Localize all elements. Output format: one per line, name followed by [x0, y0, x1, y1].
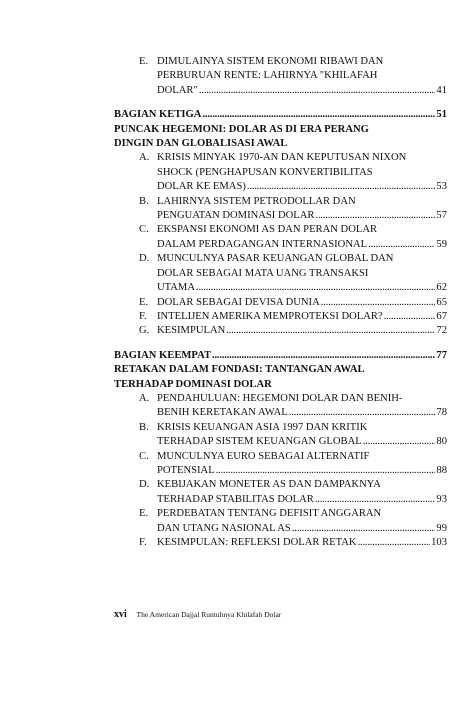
- toc-entry[interactable]: [114, 478, 447, 507]
- toc-page-number: 67: [436, 310, 447, 322]
- toc-entry-letter: B.: [139, 421, 149, 433]
- toc-entry-letter: B.: [139, 195, 149, 207]
- dot-leader: [289, 406, 436, 420]
- toc-entry-line: POTENSIAL: [157, 464, 215, 476]
- toc-entry[interactable]: [114, 392, 447, 421]
- footer-page-number: xvi: [114, 609, 127, 620]
- running-title: The American Dajjal Runtuhnya Khilafah Dolar: [136, 610, 282, 619]
- toc-entry-line: SHOCK (PENGHAPUSAN KONVERTIBILITAS: [157, 166, 373, 178]
- toc-entry-letter: E.: [139, 56, 149, 67]
- toc-entry[interactable]: [114, 151, 447, 194]
- part-heading-keempat[interactable]: [114, 349, 447, 363]
- toc-entry[interactable]: [114, 310, 447, 324]
- dot-leader: [226, 324, 435, 338]
- toc-entry-line: PERBURUAN RENTE: LAHIRNYA "KHILAFAH: [157, 70, 378, 82]
- dot-leader: [384, 310, 436, 324]
- toc-page-number: 65: [436, 296, 447, 308]
- toc-page-number: 57: [436, 210, 447, 222]
- toc-entry-letter: G.: [139, 325, 150, 337]
- toc-entry-line: DAN UTANG NASIONAL AS: [157, 522, 291, 534]
- toc-entry[interactable]: [114, 421, 447, 450]
- toc-entry-line: INTELIJEN AMERIKA MEMPROTEKSI DOLAR?: [157, 310, 383, 322]
- toc-entry-line: KEBIJAKAN MONETER AS DAN DAMPAKNYA: [157, 479, 381, 491]
- dot-leader: [292, 522, 436, 536]
- toc-entry-letter: F.: [139, 310, 147, 322]
- part-title-line: RETAKAN DALAM FONDASI: TANTANGAN AWAL: [114, 364, 365, 376]
- toc-page-number: 59: [436, 238, 447, 250]
- toc-entry[interactable]: [114, 450, 447, 479]
- toc-entry-line: EKSPANSI EKONOMI AS DAN PERAN DOLAR: [157, 224, 378, 236]
- toc-entry-line: KESIMPULAN: [157, 325, 226, 337]
- toc-entry[interactable]: [114, 252, 447, 295]
- toc-page-number: 41: [436, 84, 447, 96]
- part-label: BAGIAN KETIGA: [114, 109, 202, 121]
- dot-leader: [321, 296, 436, 310]
- toc-page-number: 103: [431, 537, 447, 548]
- dot-leader: [358, 536, 431, 550]
- toc-entry-line: MUNCULNYA EURO SEBAGAI ALTERNATIF: [157, 450, 370, 462]
- toc-entry-letter: A.: [139, 152, 150, 164]
- toc-entry-letter: A.: [139, 392, 150, 404]
- toc-entry-line: PENDAHULUAN: HEGEMONI DOLAR DAN BENIH-: [157, 392, 403, 404]
- toc-page-number: 80: [436, 436, 447, 448]
- toc-entry-line: DIMULAINYA SISTEM EKONOMI RIBAWI DAN: [157, 56, 384, 67]
- part-title-line: DINGIN DAN GLOBALISASI AWAL: [114, 138, 288, 150]
- toc-entry-line: LAHIRNYA SISTEM PETRODOLLAR DAN: [157, 195, 356, 207]
- dot-leader: [202, 108, 435, 122]
- page-footer: [114, 609, 281, 620]
- dot-leader: [315, 493, 436, 507]
- table-of-contents: [114, 55, 447, 550]
- toc-entry-letter: D.: [139, 253, 150, 265]
- toc-entry-letter: F.: [139, 537, 147, 548]
- toc-entry-line: PENGUATAN DOMINASI DOLAR: [157, 210, 315, 222]
- part-title-line: TERHADAP DOMINASI DOLAR: [114, 378, 272, 390]
- toc-entry[interactable]: [114, 223, 447, 252]
- toc-page-number: 88: [436, 464, 447, 476]
- toc-entry-line: PERDEBATAN TENTANG DEFISIT ANGGARAN: [157, 508, 382, 520]
- toc-page-number: 72: [436, 325, 447, 337]
- part3-entry-list: [114, 151, 447, 338]
- part-title-ketiga: [114, 123, 447, 152]
- toc-entry-line: DOLAR KE EMAS): [157, 181, 246, 193]
- toc-page-number: 51: [436, 109, 447, 121]
- dot-leader: [315, 209, 435, 223]
- toc-page-number: 77: [436, 349, 447, 361]
- dot-leader: [216, 464, 436, 478]
- toc-entry-letter: D.: [139, 479, 150, 491]
- toc-entry-line: DALAM PERDAGANGAN INTERNASIONAL: [157, 238, 368, 250]
- toc-entry[interactable]: [114, 296, 447, 310]
- dot-leader: [196, 281, 435, 295]
- toc-entry[interactable]: [114, 507, 447, 536]
- toc-entry-line: KRISIS MINYAK 1970-AN DAN KEPUTUSAN NIXON: [157, 152, 407, 164]
- part4-entry-list: [114, 392, 447, 550]
- toc-entry-letter: E.: [139, 296, 149, 308]
- dot-leader: [363, 435, 436, 449]
- dot-leader: [199, 84, 436, 98]
- toc-entry-letter: C.: [139, 224, 149, 236]
- dot-leader: [247, 180, 436, 194]
- toc-page-number: 78: [436, 407, 447, 419]
- toc-entry-line: DOLAR SEBAGAI DEVISA DUNIA: [157, 296, 320, 308]
- part-heading-ketiga[interactable]: [114, 108, 447, 122]
- toc-entry-letter: E.: [139, 508, 149, 520]
- toc-entry-line: TERHADAP SISTEM KEUANGAN GLOBAL: [157, 436, 362, 448]
- toc-entry[interactable]: [114, 536, 447, 550]
- toc-entry-line: KESIMPULAN: REFLEKSI DOLAR RETAK: [157, 537, 357, 548]
- toc-page-number: 99: [436, 522, 447, 534]
- toc-entry-line: KRISIS KEUANGAN ASIA 1997 DAN KRITIK: [157, 421, 368, 433]
- toc-entry-line: MUNCULNYA PASAR KEUANGAN GLOBAL DAN: [157, 253, 394, 265]
- toc-entry-line: DOLAR": [157, 84, 198, 96]
- toc-page-number: 53: [436, 181, 447, 193]
- toc-entry[interactable]: [114, 195, 447, 224]
- toc-entry-letter: C.: [139, 450, 149, 462]
- toc-entry-top-e[interactable]: [114, 55, 447, 98]
- dot-leader: [212, 349, 435, 363]
- toc-page-number: 62: [436, 282, 447, 294]
- part-label: BAGIAN KEEMPAT: [114, 349, 212, 361]
- part-title-keempat: [114, 363, 447, 392]
- toc-entry-line: TERHADAP STABILITAS DOLAR: [157, 493, 314, 505]
- toc-entry-line: DOLAR SEBAGAI MATA UANG TRANSAKSI: [157, 267, 369, 279]
- toc-entry[interactable]: [114, 324, 447, 338]
- toc-page-number: 93: [436, 493, 447, 505]
- dot-leader: [368, 238, 435, 252]
- toc-entry-line: UTAMA: [157, 282, 195, 294]
- part-title-line: PUNCAK HEGEMONI: DOLAR AS DI ERA PERANG: [114, 123, 369, 135]
- toc-entry-line: BENIH KERETAKAN AWAL: [157, 407, 288, 419]
